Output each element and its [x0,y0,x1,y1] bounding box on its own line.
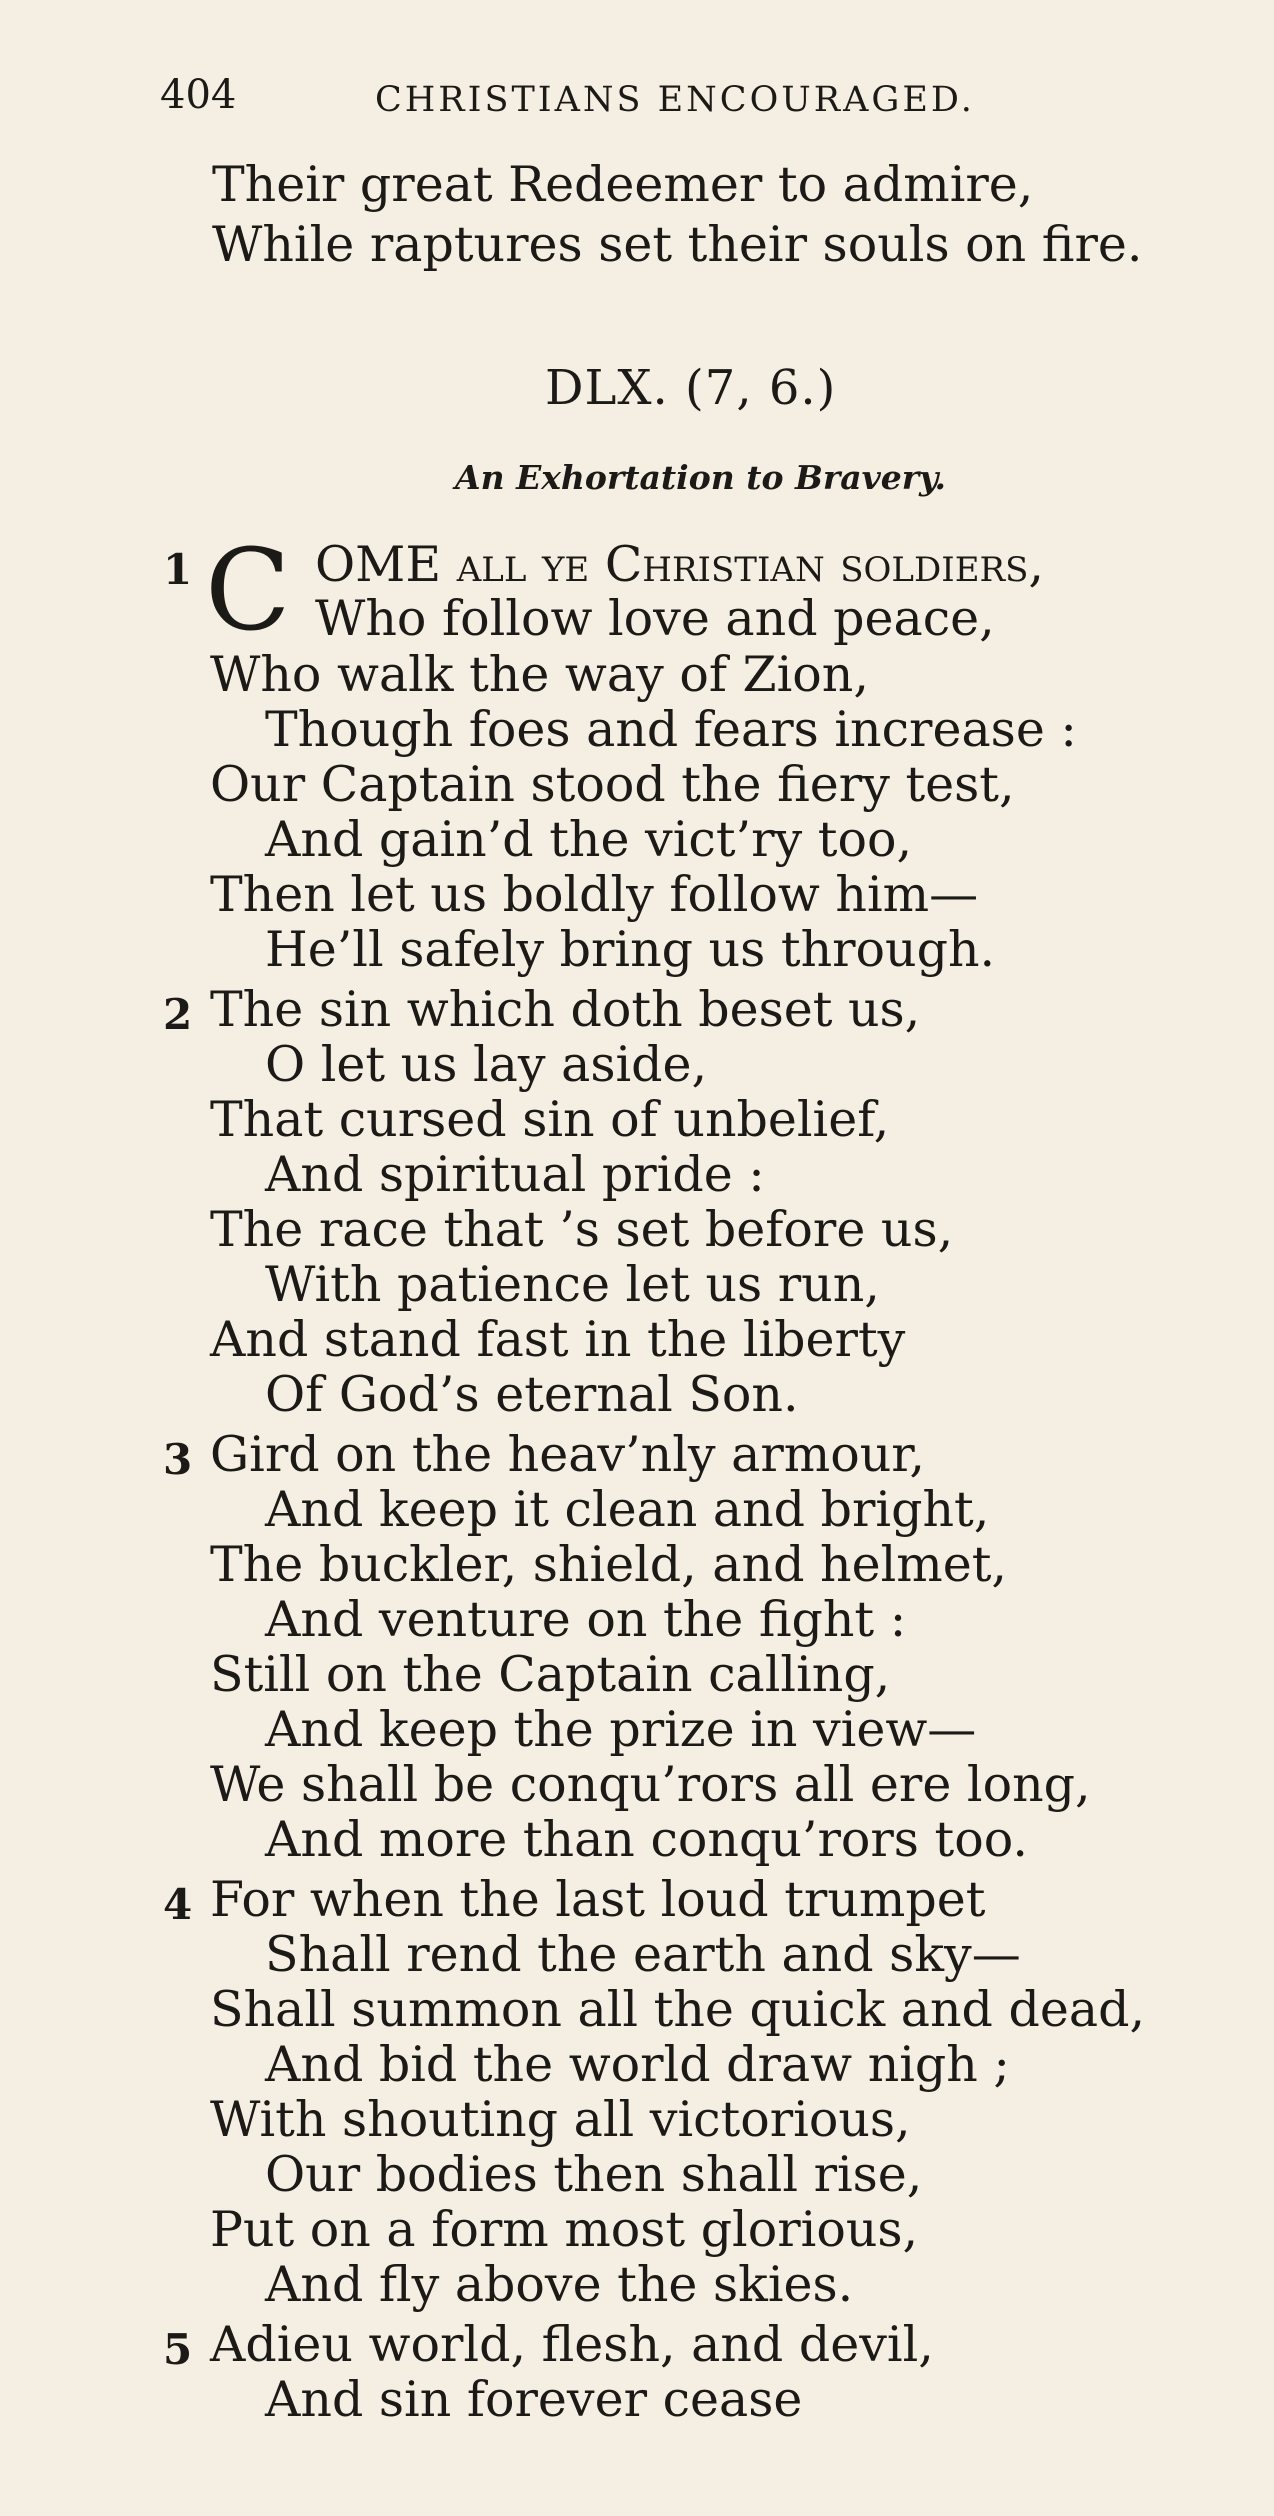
hymn-line: Who follow love and peace, [315,590,995,647]
hymn-line: Who walk the way of Zion, [210,646,869,703]
hymn-line: And venture on the fight : [265,1591,907,1648]
verse-number: 4 [163,1880,193,1929]
hymn-line: With shouting all victorious, [210,2091,911,2148]
verse-number: 3 [163,1435,193,1484]
hymn-line: And keep it clean and bright, [265,1481,990,1538]
hymn-line: With patience let us run, [265,1256,880,1313]
hymn-line: The buckler, shield, and helmet, [210,1536,1007,1593]
hymn-line: Of God’s eternal Son. [265,1366,799,1423]
hymn-line: Shall summon all the quick and dead, [210,1981,1146,2038]
hymn-line: OME all ye Christian soldiers, [315,536,1044,593]
verse-number: 1 [163,545,193,594]
running-title: CHRISTIANS ENCOURAGED. [375,80,975,120]
hymn-line: Though foes and fears increase : [265,701,1077,758]
hymn-line: And spiritual pride : [265,1146,765,1203]
hymn-line: And gain’d the vict’ry too, [265,811,913,868]
hymn-line: And bid the world draw nigh ; [265,2036,1010,2093]
hymn-line: O let us lay aside, [265,1036,708,1093]
drop-cap: C [205,526,291,656]
hymn-line: And sin forever cease [265,2371,803,2428]
hymn-line: We shall be conqu’rors all ere long, [210,1756,1091,1813]
hymn-line: And fly above the skies. [265,2256,854,2313]
hymn-line: And more than conqu’rors too. [265,1811,1028,1868]
hymn-line: Shall rend the earth and sky— [265,1926,1021,1983]
hymn-line: And keep the prize in view— [265,1701,977,1758]
hymn-line: Put on a form most glorious, [210,2201,919,2258]
hymn-line: Gird on the heav’nly armour, [210,1426,925,1483]
hymn-subtitle: An Exhortation to Bravery. [455,458,947,497]
page-number: 404 [160,72,237,118]
hymn-line: Still on the Captain calling, [210,1646,891,1703]
hymn-line: For when the last loud trumpet [210,1871,986,1928]
page-header [160,72,1080,132]
hymn-line: Adieu world, flesh, and devil, [210,2316,934,2373]
verse-number: 2 [163,990,193,1039]
hymn-line: Our Captain stood the fiery test, [210,756,1015,813]
hymn-number: DLX. (7, 6.) [545,360,837,416]
hymn-line: Then let us boldly follow him— [210,866,979,923]
hymn-line: Their great Redeemer to admire, [212,156,1034,213]
hymn-line: And stand fast in the liberty [210,1311,906,1368]
hymn-line: He’ll safely bring us through. [265,921,996,978]
hymn-line: While raptures set their souls on fire. [212,216,1143,273]
hymn-line: The race that ’s set before us, [210,1201,954,1258]
hymn-line: Our bodies then shall rise, [265,2146,923,2203]
verse-number: 5 [163,2325,193,2374]
hymn-line: The sin which doth beset us, [210,981,921,1038]
hymn-line: That cursed sin of unbelief, [210,1091,890,1148]
